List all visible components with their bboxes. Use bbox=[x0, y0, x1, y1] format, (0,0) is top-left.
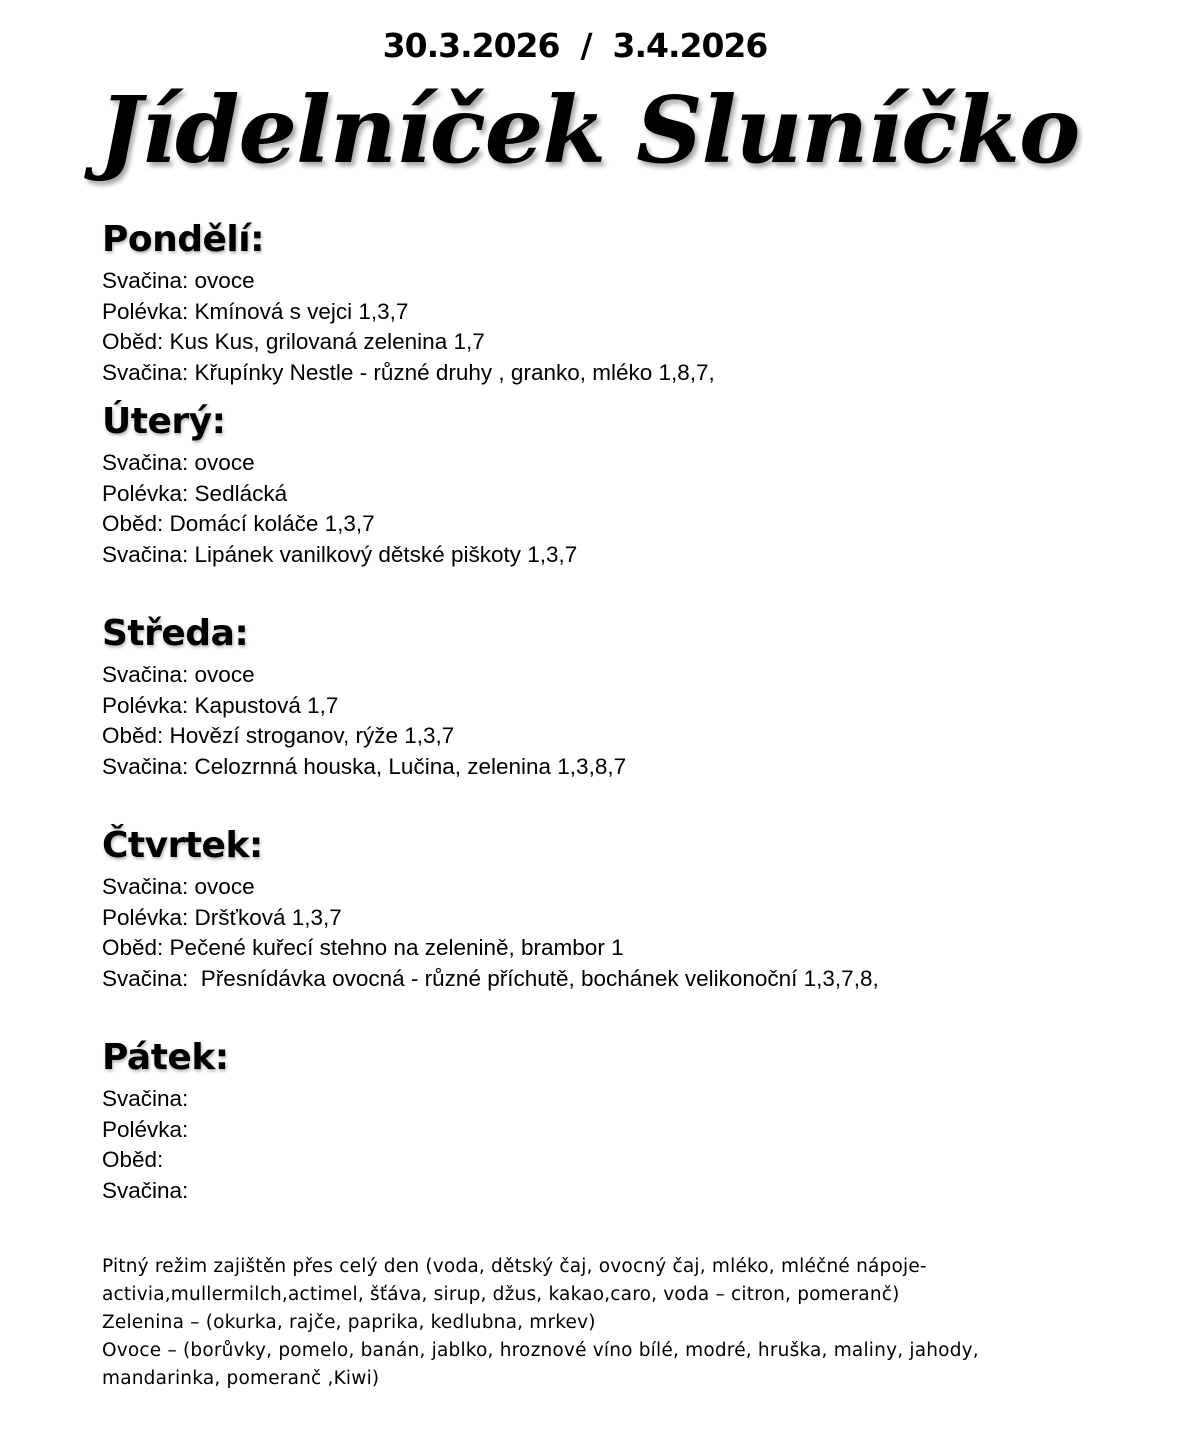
meal-soup: Polévka: Dršťková 1,3,7 bbox=[102, 904, 342, 930]
meal-snack-morning: Svačina: ovoce bbox=[102, 874, 255, 899]
page-title: Jídelníček Sluníčko bbox=[98, 76, 1080, 184]
note-drinks-continued: activia,mullermilch,actimel, šťáva, sirup, džus, kakao,caro, voda – citron, pomeranč) bbox=[102, 1284, 900, 1305]
note-drinks: Pitný režim zajištěn přes celý den (voda, dětský čaj, ovocný čaj, mléko, mléčné nápoje- bbox=[102, 1256, 927, 1277]
meal-snack-afternoon: Svačina: Celozrnná houska, Lučina, zelenina 1,3,8,7 bbox=[102, 753, 627, 779]
meal-snack-afternoon: Svačina: Křupínky Nestle - různé druhy , granko, mléko 1,8,7, bbox=[102, 359, 715, 385]
day-heading: Pondělí: bbox=[102, 219, 265, 260]
meal-snack-morning: Svačina: ovoce bbox=[102, 450, 255, 475]
meal-lunch: Oběd: Hovězí stroganov, rýže 1,3,7 bbox=[102, 723, 455, 748]
meal-lunch: Oběd: Domácí koláče 1,3,7 bbox=[102, 511, 375, 536]
note-fruit-continued: mandarinka, pomeranč ,Kiwi) bbox=[102, 1368, 380, 1389]
day-heading: Středa: bbox=[102, 613, 249, 654]
meal-snack-afternoon: Svačina: Lipánek vanilkový dětské piškoty 1,3,7 bbox=[102, 541, 578, 567]
meal-snack-afternoon: Svačina: bbox=[102, 1177, 189, 1203]
day-monday bbox=[102, 214, 1142, 388]
note-fruit: Ovoce – (borůvky, pomelo, banán, jablko, hroznové víno bílé, modré, hruška, maliny, jahody, bbox=[102, 1340, 979, 1361]
meal-lunch: Oběd: Kus Kus, grilovaná zelenina 1,7 bbox=[102, 329, 485, 354]
day-heading: Čtvrtek: bbox=[102, 825, 263, 866]
notes bbox=[102, 1253, 1142, 1393]
weekly-menu bbox=[102, 214, 1142, 1206]
meal-snack-morning: Svačina: ovoce bbox=[102, 268, 255, 293]
meal-soup: Polévka: Sedlácká bbox=[102, 480, 288, 506]
meal-soup: Polévka: Kmínová s vejci 1,3,7 bbox=[102, 298, 409, 324]
meal-snack-morning: Svačina: ovoce bbox=[102, 662, 255, 687]
day-tuesday bbox=[102, 396, 1142, 570]
day-thursday bbox=[102, 820, 1142, 994]
date-range: 30.3.2026 / 3.4.2026 bbox=[382, 26, 768, 65]
note-vegetables: Zelenina – (okurka, rajče, paprika, kedlubna, mrkev) bbox=[102, 1312, 596, 1333]
meal-snack-afternoon: Svačina: Přesnídávka ovocná - různé příchutě, bochánek velikonoční 1,3,7,8, bbox=[102, 965, 879, 991]
day-heading: Úterý: bbox=[102, 401, 226, 442]
meal-soup: Polévka: Kapustová 1,7 bbox=[102, 692, 339, 718]
meal-lunch: Oběd: bbox=[102, 1147, 164, 1172]
meal-lunch: Oběd: Pečené kuřecí stehno na zelenině, brambor 1 bbox=[102, 935, 624, 960]
day-wednesday bbox=[102, 608, 1142, 782]
day-friday bbox=[102, 1032, 1142, 1206]
meal-snack-morning: Svačina: bbox=[102, 1086, 189, 1111]
meal-soup: Polévka: bbox=[102, 1116, 189, 1142]
day-heading: Pátek: bbox=[102, 1037, 229, 1078]
